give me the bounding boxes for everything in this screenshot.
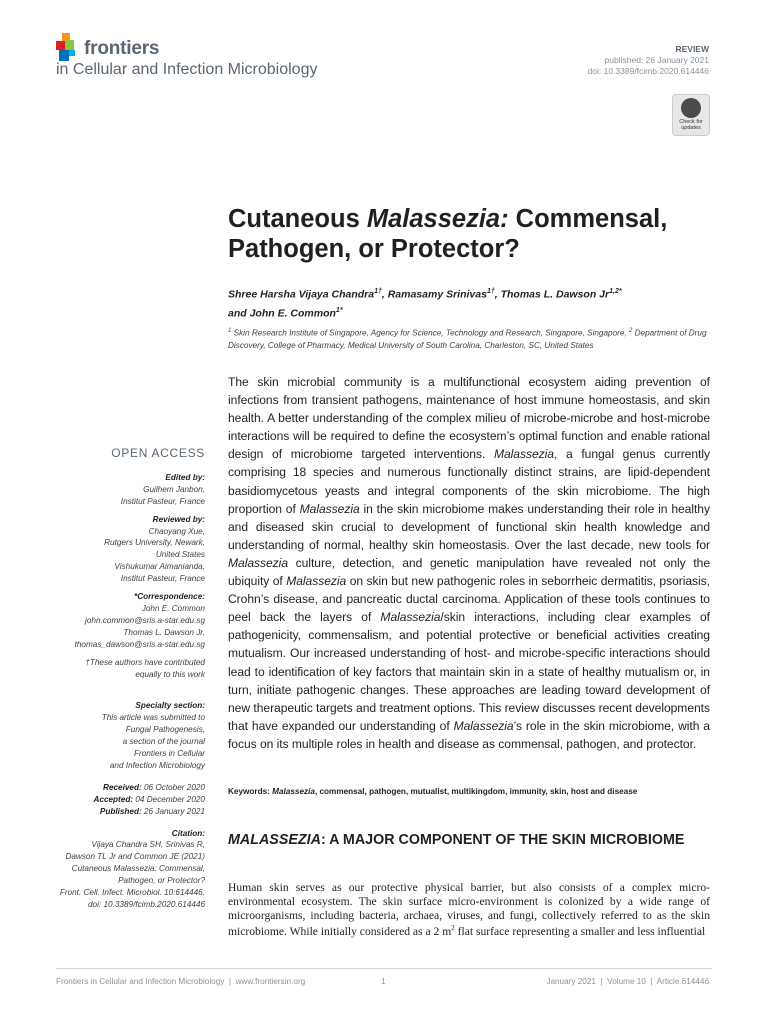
abstract-text: on skin but new pathogenic roles in seborrheic dermatitis, psoriasis, Crohn’s disease, and pancreatic ductal carcinoma. Application of these tools continues to peel back the layers of — [228, 574, 710, 625]
author-sup: 1† — [486, 288, 495, 295]
author-name[interactable]: , Ramasamy Srinivas — [381, 288, 487, 301]
abstract-italic: Malassezia — [299, 501, 360, 516]
accepted-value: 04 December 2020 — [133, 794, 205, 804]
reviewer-line: Institut Pasteur, France — [120, 574, 205, 584]
abstract-italic: Malassezia — [453, 718, 514, 733]
author-sup: 1* — [335, 306, 343, 314]
check-for-updates-button[interactable] — [672, 94, 710, 136]
title-part: Commensal, Pathogen, or Protector? — [228, 205, 668, 263]
equal-contribution-note: †These authors have contributed — [85, 657, 205, 667]
section-heading-italic: MALASSEZIA — [228, 832, 321, 848]
correspondence-line: Thomas L. Dawson Jr. — [123, 627, 205, 637]
citation-doi[interactable]: doi: 10.3389/fcimb.2020.614446 — [88, 900, 205, 909]
specialty-line: Fungal Pathogenesis, — [125, 725, 205, 735]
accepted-date — [56, 794, 205, 806]
bookmark-icon — [681, 98, 701, 118]
affil-sup: 1 — [228, 328, 232, 334]
editor-line: Guilhem Janbon, — [143, 484, 205, 494]
specialty-line: Frontiers in Cellular — [134, 749, 205, 759]
keywords-list: , commensal, pathogen, mutualist, multikingdom, immunity, skin, host and disease — [314, 787, 638, 796]
brand-name: frontiers — [84, 38, 160, 59]
abstract-text: ’s role in the skin microbiome, with a focus on its multiple roles in health and disease as commensal, pathogen, and protector. — [228, 718, 710, 751]
reviewer-line: Vishukumar Aimanianda, — [114, 562, 205, 572]
citation-line: Dawson TL Jr and Common JE (2021) — [65, 852, 205, 862]
abstract-text: culture, detection, and genetic manipulation have revealed not only the ubiquity of — [228, 555, 710, 589]
published-value: 26 January 2021 — [141, 806, 205, 816]
edited-by-label: Edited by: — [165, 472, 205, 482]
received-label: Received: — [103, 782, 142, 792]
article-sidebar — [56, 448, 205, 917]
correspondence-label: *Correspondence: — [134, 592, 205, 602]
section-heading — [228, 831, 698, 849]
title-italic: Malassezia: — [366, 205, 509, 233]
abstract-italic: Malassezia — [228, 555, 288, 570]
reviewer-line: Chaoyang Xue, — [148, 526, 205, 536]
received-date — [56, 782, 205, 794]
affiliations — [228, 325, 708, 353]
accepted-label: Accepted: — [93, 794, 134, 804]
footer-issue: January 2021 | Volume 10 | Article 614446 — [546, 977, 709, 986]
author-list — [228, 284, 708, 321]
title-part: Cutaneous — [228, 205, 367, 233]
equal-contribution-note: equally to this work — [135, 669, 205, 679]
frontiers-logo-icon — [56, 33, 80, 63]
published-date: published: 26 January 2021 — [604, 55, 709, 65]
citation-line: Front. Cell. Infect. Microbiol. 10:614446. — [59, 888, 205, 898]
published-label: Published: — [99, 806, 142, 816]
abstract-text: The skin microbial community is a multifunctional ecosystem aiding prevention of infections from transient pathogens, maintenance of host immune homeostasis, and skin health. A better understanding of the complex milieu of microbe-microbe and host-microbe interactions will be required to define the ecosystem’s optimal function and enable rational design of microbiome targeted interventions. — [228, 375, 710, 462]
body-paragraph — [228, 881, 710, 939]
specialty-line: This article was submitted to — [101, 713, 205, 723]
affil-sup: 2 — [628, 328, 633, 334]
correspondence-email[interactable]: john.common@sris.a-star.edu.sg — [85, 615, 205, 625]
author-name[interactable]: and John E. Common — [228, 307, 336, 319]
correspondence-line: John E. Common — [141, 603, 205, 613]
specialty-line: a section of the journal — [122, 737, 205, 747]
open-access-label[interactable]: OPEN ACCESS — [111, 446, 205, 460]
reviewed-by-label: Reviewed by: — [152, 514, 205, 524]
body-sup: 2 — [451, 924, 455, 933]
citation-line: Cutaneous Malassezia: Commensal, — [71, 864, 205, 874]
affil-text: Skin Research Institute of Singapore, Agency for Science, Technology and Research, Singapore, Singapore, — [231, 328, 629, 338]
author-sup: 1,2* — [609, 288, 622, 295]
affil-text: Department of Drug Discovery, College of Pharmacy, Medical University of South Carolina, Charleston, SC, United States — [228, 328, 707, 351]
citation-label: Citation: — [171, 828, 205, 838]
doi-link[interactable]: doi: 10.3389/fcimb.2020.614446 — [587, 66, 709, 76]
body-text: flat surface representing a smaller and less influential — [454, 925, 706, 939]
abstract-italic: Malassezia — [493, 447, 554, 462]
body-text: Human skin serves as our protective physical barrier, but also consists of a complex micro-environmental ecosystem. The skin surface micro-environment is colonized by a wide range of microorganisms, including bacteria, archaea, viruses, and fungi, collectively referred to as the skin microbiome. While initially considered as a 2 m — [228, 881, 710, 939]
author-sup: 1† — [374, 288, 382, 295]
keywords-label: Keywords: — [228, 787, 273, 796]
abstract-italic: Malassezia — [286, 574, 347, 589]
reviewer-line: Rutgers University, Newark, — [104, 538, 205, 548]
abstract-text: in the skin microbiome makes understanding their role in healthy and diseased skin crucial to development of functional skin health knowledge and understanding of normal, healthy skin homeostasis. Over the last decade, new tools for — [228, 501, 710, 552]
abstract — [228, 373, 710, 753]
footer-divider — [56, 968, 712, 969]
specialty-line: and Infection Microbiology — [109, 760, 205, 770]
citation-line: Vijaya Chandra SH, Srinivas R, — [91, 840, 205, 850]
abstract-text: /skin interactions, including clear examples of pathogenicity, commensalism, and potential protective or beneficial activities creating mutualism. Our increased understanding of host- and microbe-specific interactions should lead to identification of key factors that maintain skin in a state of healthy mutualism or, in turn, initiate pathogenic changes. These approaches are leading toward development of new therapeutic targets and treatment options. This review discusses recent developments that have expanded our understanding of — [228, 610, 710, 733]
page-number: 1 — [381, 977, 386, 986]
reviewer-line: United States — [155, 550, 205, 560]
abstract-italic: Malassezia — [380, 610, 441, 625]
keywords — [228, 786, 710, 798]
footer-journal[interactable]: Frontiers in Cellular and Infection Microbiology | www.frontiersin.org — [56, 977, 306, 986]
specialty-label: Specialty section: — [135, 701, 205, 711]
citation-line: Pathogen, or Protector? — [118, 876, 205, 886]
author-name[interactable]: , Thomas L. Dawson Jr — [494, 288, 610, 301]
received-value: 06 October 2020 — [141, 782, 205, 792]
correspondence-email[interactable]: thomas_dawson@sris.a-star.edu.sg — [74, 639, 205, 649]
article-type: REVIEW — [675, 44, 709, 54]
editor-line: Institut Pasteur, France — [120, 496, 205, 506]
article-title — [228, 204, 718, 264]
article-meta — [588, 44, 709, 77]
published-date-side — [56, 806, 205, 818]
check-updates-label: Check for updates — [679, 119, 703, 131]
abstract-text: , a fungal genus currently comprising 18 species and numerous functionally distinct strains, are lipid-dependent basidiomycetous yeasts and integral components of the skin microbiome. The high proportion of — [228, 447, 710, 516]
journal-name: in Cellular and Infection Microbiology — [56, 61, 318, 78]
author-name[interactable]: Shree Harsha Vijaya Chandra — [228, 288, 375, 301]
section-heading-text: : A MAJOR COMPONENT OF THE SKIN MICROBIOME — [320, 832, 685, 848]
keyword-italic: Malassezia — [272, 787, 315, 796]
